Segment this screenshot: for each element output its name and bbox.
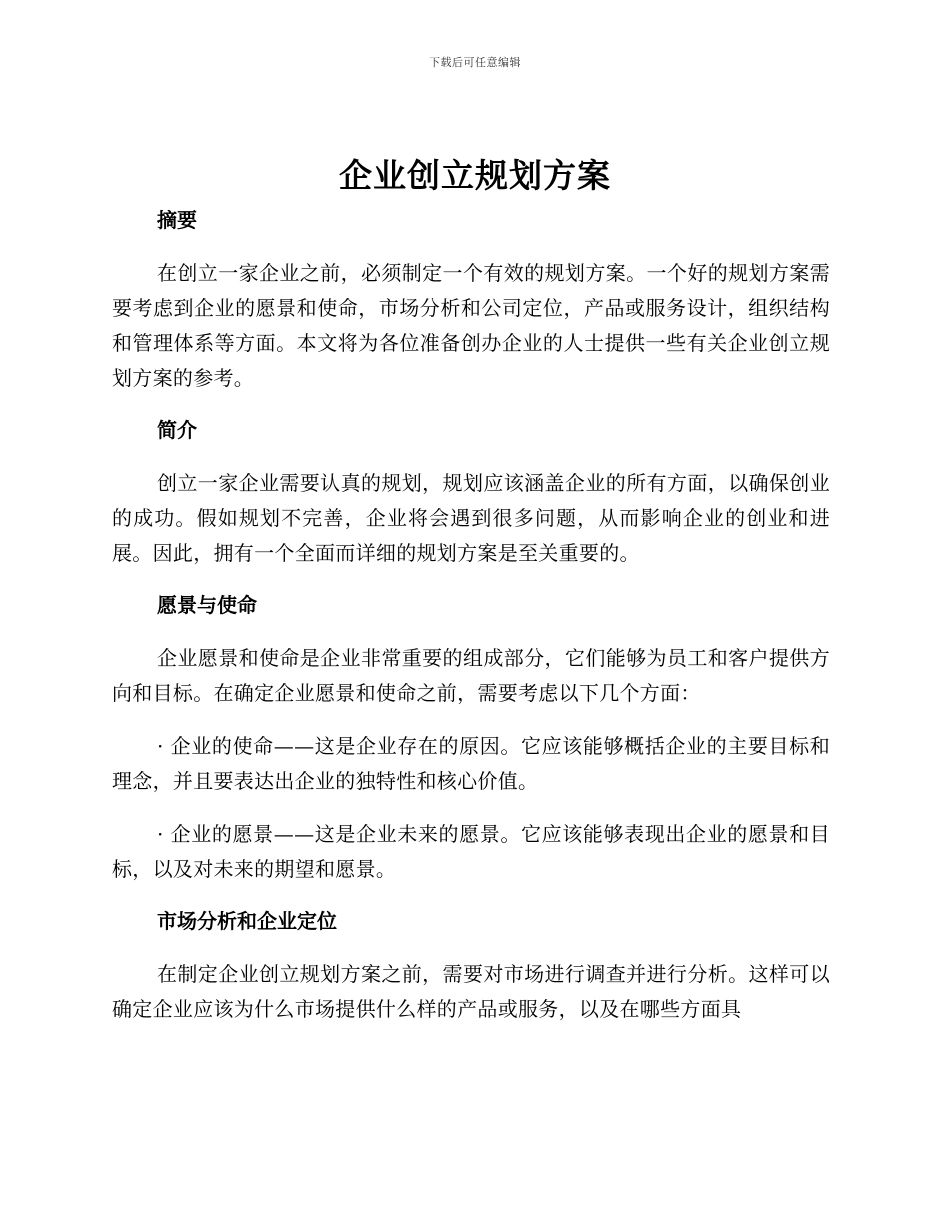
section-heading-vision: 愿景与使命: [157, 593, 257, 617]
intro-paragraph: 创立一家企业需要认真的规划，规划应该涵盖企业的所有方面，以确保创业的成功。假如规划不完善，企业将会遇到很多问题，从而影响企业的创业和进展。因此，拥有一个全面而详细的规划方案是至关重要的。: [112, 471, 830, 565]
header-note: 下载后可任意编辑: [429, 56, 521, 69]
section-heading-market: 市场分析和企业定位: [157, 909, 337, 933]
document-body: [112, 204, 830, 1027]
vision-paragraph: 企业愿景和使命是企业非常重要的组成部分，它们能够为员工和客户提供方向和目标。在确定企业愿景和使命之前，需要考虑以下几个方面：: [112, 646, 830, 705]
vision-bullet-vision: · 企业的愿景——这是企业未来的愿景。它应该能够表现出企业的愿景和目标，以及对未来的期望和愿景。: [112, 822, 830, 881]
market-paragraph: 在制定企业创立规划方案之前，需要对市场进行调查并进行分析。这样可以确定企业应该为什么市场提供什么样的产品或服务，以及在哪些方面具: [112, 962, 830, 1021]
vision-bullet-mission: · 企业的使命——这是企业存在的原因。它应该能够概括企业的主要目标和理念，并且要表达出企业的独特性和核心价值。: [112, 734, 830, 793]
section-heading-abstract: 摘要: [157, 208, 197, 232]
document-title: 企业创立规划方案: [339, 156, 611, 195]
abstract-paragraph: 在创立一家企业之前，必须制定一个有效的规划方案。一个好的规划方案需要考虑到企业的愿景和使命，市场分析和公司定位，产品或服务设计，组织结构和管理体系等方面。本文将为各位准备创办企业的人士提供一些有关企业创立规划方案的参考。: [112, 261, 830, 390]
section-heading-intro: 简介: [157, 418, 197, 442]
